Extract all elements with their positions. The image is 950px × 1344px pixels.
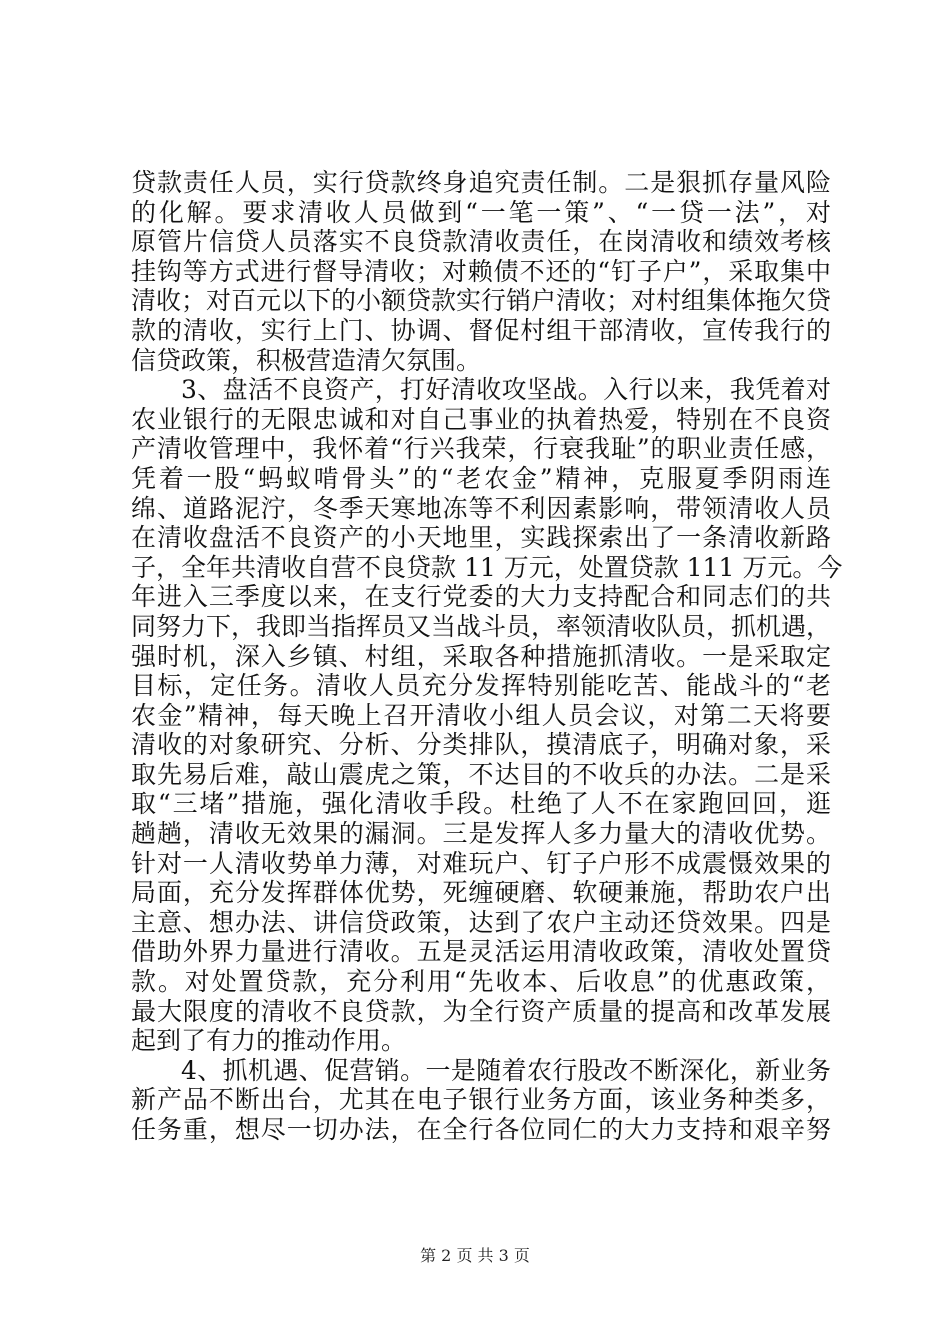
text-line: 起到了有力的推动作用。: [131, 1026, 407, 1056]
text-line: 新产品不断出台，尤其在电子银行业务方面，该业务种类多，: [131, 1085, 831, 1115]
text-line: 取先易后难，敲山震虎之策，不达目的不收兵的办法。二是采: [131, 759, 831, 789]
text-line: 同努力下，我即当指挥员又当战斗员，率领清收队员，抓机遇，: [131, 611, 832, 641]
text-line: 3、盘活不良资产，打好清收攻坚战。入行以来，我凭着对: [181, 375, 831, 405]
text-line: 年进入三季度以来，在支行党委的大力支持配合和同志们的共: [131, 582, 831, 612]
text-line: 款。对处置贷款，充分利用“先收本、后收息”的优惠政策，: [131, 967, 831, 997]
text-line: 信贷政策，积极营造清欠氛围。: [131, 345, 482, 375]
text-line: 趟趟，清收无效果的漏洞。三是发挥人多力量大的清收优势。: [131, 819, 831, 849]
text-line: 贷款责任人员，实行贷款终身追究责任制。二是狠抓存量风险: [131, 168, 831, 197]
text-line: 主意、想办法、讲信贷政策，达到了农户主动还贷效果。四是: [131, 907, 831, 937]
text-line: 在清收盘活不良资产的小天地里，实践探索出了一条清收新路: [131, 523, 831, 553]
text-line: 借助外界力量进行清收。五是灵活运用清收政策，清收处置贷: [131, 937, 831, 967]
text-line: 强时机，深入乡镇、村组，采取各种措施抓清收。一是采取定: [131, 641, 831, 671]
text-line: 针对一人清收势单力薄，对难玩户、钉子户形不成震慑效果的: [131, 848, 831, 878]
text-line: 农业银行的无限忠诚和对自己事业的执着热爱，特别在不良资: [131, 404, 831, 434]
text-line: 款的清收，实行上门、协调、督促村组干部清收，宣传我行的: [131, 315, 831, 345]
text-line: 子，全年共清收自营不良贷款 11 万元，处置贷款 111 万元。今: [131, 552, 843, 582]
text-line: 农金”精神，每天晚上召开清收小组人员会议，对第二天将要: [131, 700, 831, 730]
text-line: 最大限度的清收不良贷款，为全行资产质量的提高和改革发展: [131, 996, 831, 1026]
text-line: 产清收管理中，我怀着“行兴我荣，行衰我耻”的职业责任感，: [131, 434, 831, 464]
page-footer: 第 2 页 共 3 页: [420, 1246, 530, 1265]
text-line: 绵、道路泥泞，冬季天寒地冻等不利因素影响，带领清收人员: [131, 493, 831, 523]
text-line: 目标，定任务。清收人员充分发挥特别能吃苦、能战斗的“老: [131, 671, 831, 701]
text-line: 取“三堵”措施，强化清收手段。杜绝了人不在家跑回回，逛: [131, 789, 831, 819]
text-line: 原管片信贷人员落实不良贷款清收责任，在岗清收和绩效考核: [131, 227, 831, 257]
text-line: 凭着一股“蚂蚁啃骨头”的“老农金”精神，克服夏季阴雨连: [131, 463, 831, 493]
text-line: 任务重，想尽一切办法，在全行各位同仁的大力支持和艰辛努: [131, 1115, 831, 1144]
text-line: 的化解。要求清收人员做到“一笔一策”、“一贷一法”，对: [131, 197, 831, 227]
text-line: 4、抓机遇、促营销。一是随着农行股改不断深化，新业务: [181, 1055, 831, 1085]
text-line: 清收的对象研究、分析、分类排队，摸清底子，明确对象，采: [131, 730, 831, 760]
text-line: 局面，充分发挥群体优势，死缠硬磨、软硬兼施，帮助农户出: [131, 878, 831, 908]
text-line: 清收；对百元以下的小额贷款实行销户清收；对村组集体拖欠贷: [131, 286, 832, 316]
text-line: 挂钩等方式进行督导清收；对赖债不还的“钉子户”，采取集中: [131, 256, 831, 286]
document-body: [131, 168, 843, 1145]
